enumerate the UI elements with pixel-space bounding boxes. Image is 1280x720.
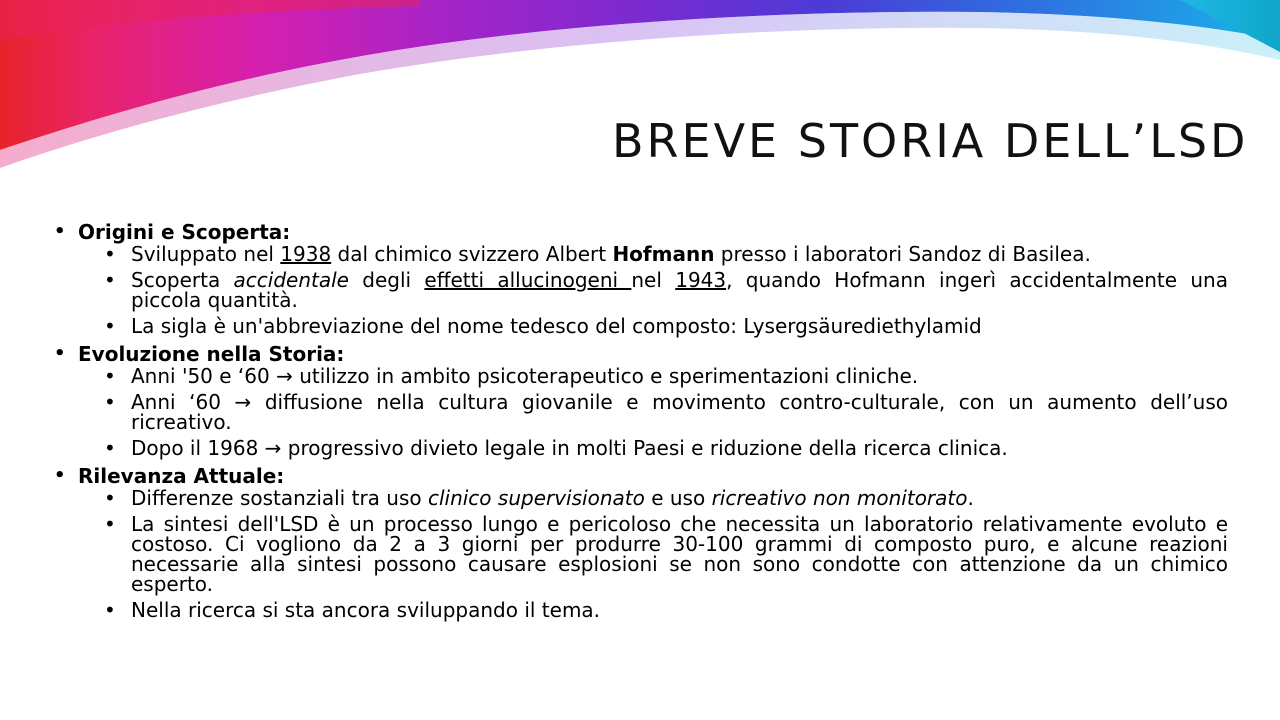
section-evoluzione bbox=[52, 342, 1228, 458]
decorative-swoosh-banner bbox=[0, 0, 1280, 200]
bullet-item: • Sviluppato nel 1938 dal chimico svizzero Albert Hofmann presso i laboratori Sandoz di Basilea. bbox=[52, 244, 1228, 264]
section-heading: • Evoluzione nella Storia: bbox=[52, 342, 1228, 366]
section-heading: • Origini e Scoperta: bbox=[52, 220, 1228, 244]
bullet-item: • Dopo il 1968 → progressivo divieto legale in molti Paesi e riduzione della ricerca clinica. bbox=[52, 438, 1228, 458]
section-heading: • Rilevanza Attuale: bbox=[52, 464, 1228, 488]
slide-content bbox=[52, 216, 1228, 626]
bullet-item: • Anni ‘60 → diffusione nella cultura giovanile e movimento contro-culturale, con un aumento dell’uso ricreativo. bbox=[52, 392, 1228, 432]
bullet-item: • La sintesi dell'LSD è un processo lungo e pericoloso che necessita un laboratorio relativamente evoluto e costoso. Ci vogliono da 2 a 3 giorni per produrre 30-100 grammi di composto puro, e alcune reazioni necessarie alla sintesi possono causare esplosioni se non sono condotte con attenzione da un chimico esperto. bbox=[52, 514, 1228, 594]
bullet-item: • Scoperta accidentale degli effetti allucinogeni nel 1943, quando Hofmann ingerì accidentalmente una piccola quantità. bbox=[52, 270, 1228, 310]
bullet-item: • La sigla è un'abbreviazione del nome tedesco del composto: Lysergsäurediethylamid bbox=[52, 316, 1228, 336]
bullet-item: • Anni '50 e ‘60 → utilizzo in ambito psicoterapeutico e sperimentazioni cliniche. bbox=[52, 366, 1228, 386]
section-rilevanza bbox=[52, 464, 1228, 620]
slide-title: BREVE STORIA DELL’LSD bbox=[612, 114, 1249, 168]
bullet-item: • Nella ricerca si sta ancora sviluppando il tema. bbox=[52, 600, 1228, 620]
section-origini bbox=[52, 220, 1228, 336]
bullet-item: • Differenze sostanziali tra uso clinico supervisionato e uso ricreativo non monitorato. bbox=[52, 488, 1228, 508]
